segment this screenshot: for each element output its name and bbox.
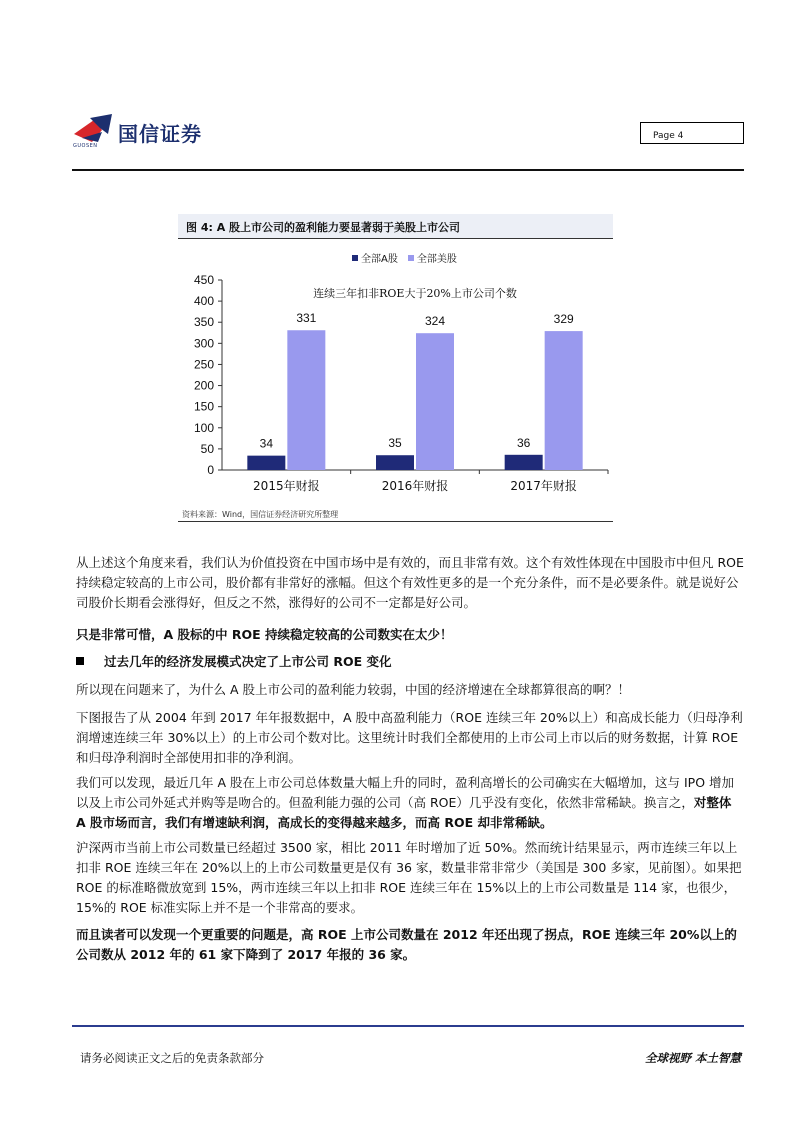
figure-title-bar bbox=[178, 214, 613, 239]
paragraph-2-emphasis: 只是非常可惜，A 股标的中 ROE 持续稳定较高的公司数实在太少！ bbox=[76, 627, 453, 642]
figure-source: 资料来源：Wind，国信证券经济研究所整理 bbox=[182, 510, 339, 519]
bar-us-shares bbox=[416, 333, 454, 470]
legend-item-a-shares bbox=[352, 250, 398, 265]
bar-chart bbox=[178, 268, 613, 503]
chart-title: 连续三年扣非ROE大于20%上市公司个数 bbox=[313, 287, 517, 300]
brand-sub: GUOSEN bbox=[73, 143, 98, 149]
legend-label: 全部A股 bbox=[361, 254, 398, 265]
y-tick-label: 350 bbox=[193, 315, 214, 330]
data-label: 331 bbox=[296, 311, 317, 326]
data-label: 35 bbox=[388, 436, 402, 451]
figure-divider bbox=[178, 521, 613, 522]
footer-disclaimer: 请务必阅读正文之后的免责条款部分 bbox=[80, 1051, 264, 1065]
bar-a-shares bbox=[376, 455, 414, 470]
legend-swatch bbox=[408, 255, 414, 261]
data-label: 329 bbox=[553, 312, 574, 327]
paragraph-1: 从上述这个角度来看，我们认为价值投资在中国市场中是有效的，而且非常有效。这个有效性体现在中国股市中但凡 ROE 持续稳定较高的上市公司，股价都有非常好的涨幅。但这个有效性更多的是一个充分条件，而不是必要条件。就是说好公司股价长期看会涨得好，但反之不然，涨得好的公司不一定都是好公司。 bbox=[76, 555, 744, 610]
bullet-square-icon bbox=[76, 657, 84, 665]
y-tick-label: 50 bbox=[200, 441, 214, 456]
paragraph-6: 沪深两市当前上市公司数量已经超过 3500 家，相比 2011 年时增加了近 50%。然而统计结果显示，两市连续三年以上扣非 ROE 连续三年在 20%以上的上市公司数量更是仅有 36 家，数量非常非常少（美国是 300 多家，见前图）。如果把 ROE 的标准略微放宽到 15%，两市连续三年以上扣非 ROE 连续三年在 15%以上的上市公司数量是 114 家，也很少，15%的 ROE 标准实际上并不是一个非常高的要求。 bbox=[76, 840, 742, 915]
data-label: 324 bbox=[424, 314, 446, 329]
y-tick-label: 150 bbox=[193, 399, 214, 414]
footer-slogan: 全球视野 本土智慧 bbox=[644, 1051, 741, 1065]
paragraph-5-emphasis: 对整体 A 股市场而言，我们有增速缺利润，高成长的变得越来越多，而高 ROE 却非常稀缺。 bbox=[76, 795, 732, 830]
y-tick-label: 250 bbox=[193, 357, 214, 372]
bar-a-shares bbox=[247, 456, 285, 470]
legend-label: 全部美股 bbox=[416, 254, 457, 265]
paragraph-4: 下图报告了从 2004 年到 2017 年年报数据中，A 股中高盈利能力（ROE 连续三年 20%以上）和高成长能力（归母净利润增速连续三年 30%以上）的上市公司个数对比。这里统计时我们全都使用的上市公司上市以后的财务数据，计算 ROE 和归母净利润时全部使用扣非的净利润。 bbox=[76, 710, 743, 765]
bar-us-shares bbox=[545, 331, 583, 470]
section-heading: 过去几年的经济发展模式决定了上市公司 ROE 变化 bbox=[104, 654, 392, 669]
y-tick-label: 200 bbox=[193, 378, 214, 393]
x-tick-label: 2015年财报 bbox=[253, 479, 320, 493]
bar-a-shares bbox=[505, 455, 543, 470]
data-label: 34 bbox=[259, 436, 274, 451]
y-tick-label: 100 bbox=[193, 420, 214, 435]
paragraph-3: 所以现在问题来了，为什么 A 股上市公司的盈利能力较弱，中国的经济增速在全球都算很高的啊？！ bbox=[76, 682, 630, 697]
chart-legend bbox=[352, 250, 457, 265]
brand-name: 国信证券 bbox=[118, 122, 202, 146]
footer-divider bbox=[72, 1025, 744, 1027]
data-label: 36 bbox=[516, 435, 531, 450]
bar-us-shares bbox=[287, 330, 325, 470]
y-tick-label: 300 bbox=[193, 336, 214, 351]
y-tick-label: 0 bbox=[207, 463, 214, 477]
y-tick-label: 400 bbox=[193, 294, 214, 309]
x-tick-label: 2017年财报 bbox=[510, 479, 577, 493]
legend-swatch bbox=[352, 255, 358, 261]
paragraph-5-text: 我们可以发现，最近几年 A 股在上市公司总体数量大幅上升的同时，盈利高增长的公司确实在大幅增加，这与 IPO 增加以及上市公司外延式并购等是吻合的。但盈利能力强的公司（高 ROE）几乎没有变化，依然非常稀缺。换言之， bbox=[76, 775, 735, 810]
y-tick-label: 450 bbox=[193, 273, 214, 287]
legend-item-us-shares bbox=[408, 250, 457, 265]
figure-title: 图 4: A 股上市公司的盈利能力要显著弱于美股上市公司 bbox=[186, 221, 461, 234]
paragraph-7-emphasis: 而且读者可以发现一个更重要的问题是，高 ROE 上市公司数量在 2012 年还出现了拐点，ROE 连续三年 20%以上的公司数从 2012 年的 61 家下降到了 2017 年报的 36 家。 bbox=[76, 927, 737, 962]
paragraph-5 bbox=[76, 773, 744, 833]
page-number-box bbox=[640, 122, 744, 144]
page-number: Page 4 bbox=[653, 131, 684, 141]
header-divider bbox=[72, 169, 744, 171]
x-tick-label: 2016年财报 bbox=[381, 479, 449, 493]
